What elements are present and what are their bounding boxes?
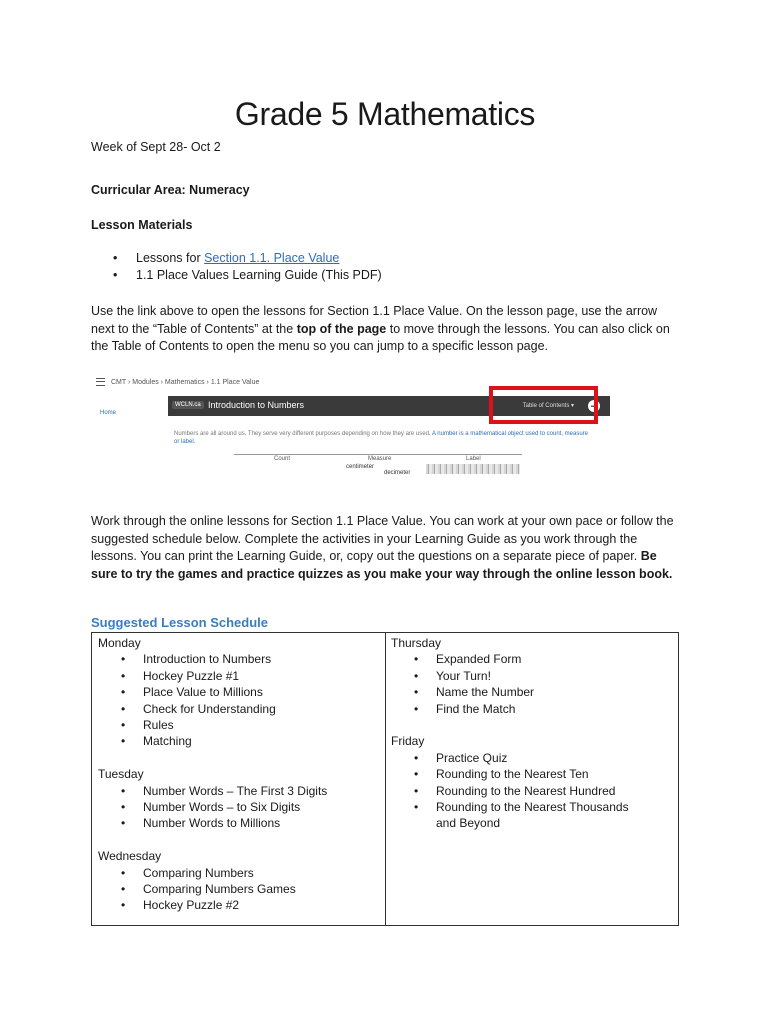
- ruler-image: [426, 464, 520, 474]
- list-item: • Find the Match: [391, 701, 671, 717]
- lesson-intro-text-b: A number is a mathematical object used to count, measure or label.: [174, 431, 589, 445]
- list-item: • Rounding to the Nearest Thousands and Beyond: [391, 799, 636, 832]
- list-item: • Rules: [98, 717, 327, 733]
- list-item: • Check for Understanding: [98, 701, 327, 717]
- instructions-text-2: to move through the lessons. You can also click on the Table of Contents to open the menu so you can jump to a specific lesson page.: [91, 321, 670, 353]
- list-item: • Rounding to the Nearest Ten: [391, 766, 671, 782]
- week-text: Week of Sept 28- Oct 2: [91, 140, 221, 154]
- list-item: • Number Words to Millions: [98, 815, 327, 831]
- breadcrumb-text: CMT › Modules › Mathematics › 1.1 Place Value: [111, 378, 260, 386]
- list-item-prefix: Lessons for: [136, 251, 205, 265]
- day-friday: Friday: [391, 734, 425, 749]
- list-item: • Matching: [98, 733, 327, 749]
- list-item: • 1.1 Place Values Learning Guide (This PDF): [113, 267, 382, 284]
- highlight-box: [489, 386, 598, 424]
- lesson-title: Introduction to Numbers: [208, 400, 305, 410]
- list-item: • Place Value to Millions: [98, 684, 327, 700]
- figure-cell-decimeter: decimeter: [384, 470, 411, 476]
- instructions-text-1: Use the link above to open the lessons for Section 1.1 Place Value. On the lesson page, use the arrow next to the “Table of Contents” at the: [91, 304, 658, 336]
- list-item: • Number Words – The First 3 Digits: [98, 783, 327, 799]
- figure-col-measure: Measure: [368, 456, 392, 462]
- section-link[interactable]: Section 1.1. Place Value: [204, 251, 340, 265]
- wednesday-list: [98, 865, 327, 914]
- day-thursday: Thursday: [391, 636, 442, 650]
- lesson-screenshot-figure: [96, 374, 616, 486]
- lesson-intro-text: [174, 430, 594, 446]
- figure-col-label: Label: [466, 456, 481, 462]
- list-item: • Practice Quiz: [391, 750, 671, 766]
- figure-table-rule: [234, 454, 522, 455]
- schedule-left-column: [98, 635, 327, 914]
- list-item: • Comparing Numbers: [98, 865, 327, 881]
- work-through-text: Work through the online lessons for Section 1.1 Place Value. You can work at your own pace or follow the suggested schedule below. Complete the activities in your Learning Guide as you work through the lessons. You can print the Learning Guide, or, copy out the questions on a separate piece of paper.: [91, 514, 674, 563]
- instructions-bold: top of the page: [296, 321, 387, 336]
- list-item: [113, 250, 382, 267]
- tuesday-list: [98, 783, 327, 832]
- hamburger-menu-icon: [96, 378, 105, 386]
- list-item: • Your Turn!: [391, 668, 671, 684]
- list-item: • Hockey Puzzle #1: [98, 668, 327, 684]
- work-through-paragraph: [91, 513, 683, 583]
- table-of-contents-link: Table of Contents ▾: [522, 403, 574, 409]
- page-title: Grade 5 Mathematics: [234, 96, 536, 132]
- lesson-materials-heading: Lesson Materials: [91, 218, 193, 232]
- list-item: • Introduction to Numbers: [98, 651, 327, 667]
- list-item: • Number Words – to Six Digits: [98, 799, 327, 815]
- list-item: • Rounding to the Nearest Hundred: [391, 783, 671, 799]
- schedule-title: Suggested Lesson Schedule: [91, 615, 268, 630]
- schedule-right-column: [391, 635, 671, 832]
- list-item: • Comparing Numbers Games: [98, 881, 327, 897]
- figure-col-count: Count: [274, 456, 291, 462]
- day-monday: Monday: [98, 636, 141, 650]
- figure-cell-centimeter: centimeter: [346, 464, 375, 470]
- list-item: • Name the Number: [391, 684, 671, 700]
- breadcrumb: [96, 378, 259, 386]
- instructions-paragraph: [91, 303, 683, 356]
- work-through-bold: Be sure to try the games and practice quizzes as you make your way through the online lesson book.: [91, 549, 673, 581]
- wcln-logo: WCLN.ca: [172, 401, 204, 409]
- lesson-intro-text-a: Numbers are all around us. They serve very different purposes depending on how they are used.: [174, 431, 432, 437]
- list-item: • Expanded Form: [391, 651, 671, 667]
- lesson-materials-list: [113, 250, 382, 284]
- friday-list: [391, 750, 671, 832]
- list-item: • Hockey Puzzle #2: [98, 897, 327, 913]
- table-divider: [385, 633, 386, 925]
- day-wednesday: Wednesday: [98, 849, 162, 864]
- monday-list: [98, 651, 327, 749]
- thursday-list: [391, 651, 671, 717]
- next-arrow-icon: ➜: [588, 400, 600, 412]
- schedule-table: [91, 632, 679, 926]
- curricular-area: Curricular Area: Numeracy: [91, 183, 250, 197]
- home-link: Home: [100, 410, 117, 416]
- day-tuesday: Tuesday: [98, 767, 144, 782]
